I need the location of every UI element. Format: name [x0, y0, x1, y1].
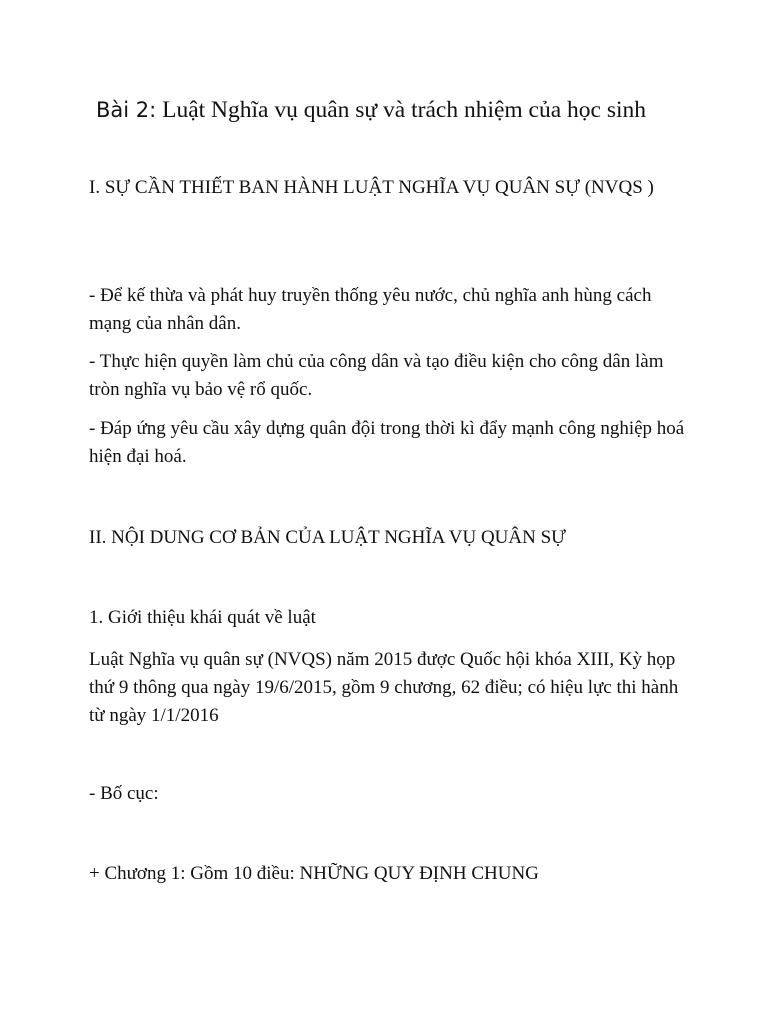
- chapter-1-item: + Chương 1: Gồm 10 điều: NHỮNG QUY ĐỊNH CHUNG: [89, 863, 539, 884]
- section-1-heading: I. SỰ CẦN THIẾT BAN HÀNH LUẬT NGHĨA VỤ QUÂN SỰ (NVQS ): [89, 177, 654, 198]
- subsection-1-text: Luật Nghĩa vụ quân sự (NVQS) năm 2015 được Quốc hội khóa XIII, Kỳ họp thứ 9 thông qua ngày 19/6/2015, gồm 9 chương, 62 điều; có hiệu lực thi hành từ ngày 1/1/2016: [89, 649, 679, 726]
- subsection-1-heading: 1. Giới thiệu khái quát về luật: [89, 607, 316, 628]
- lesson-number: Bài 2:: [96, 98, 157, 122]
- section-1-point-1: - Để kế thừa và phát huy truyền thống yêu nước, chủ nghĩa anh hùng cách mạng của nhân dân.: [89, 285, 652, 334]
- lesson-title: Luật Nghĩa vụ quân sự và trách nhiệm của học sinh: [156, 97, 647, 123]
- section-2-heading: II. NỘI DUNG CƠ BẢN CỦA LUẬT NGHĨA VỤ QUÂN SỰ: [89, 527, 566, 548]
- section-1-point-2: - Thực hiện quyền làm chủ của công dân và tạo điều kiện cho công dân làm tròn nghĩa vụ bảo vệ rổ quốc.: [89, 351, 664, 400]
- section-1-point-3: - Đáp ứng yêu cầu xây dựng quân đội trong thời kì đẩy mạnh công nghiệp hoá hiện đại hoá.: [89, 418, 685, 467]
- layout-label: - Bố cục:: [89, 783, 159, 804]
- document-title: [96, 94, 646, 126]
